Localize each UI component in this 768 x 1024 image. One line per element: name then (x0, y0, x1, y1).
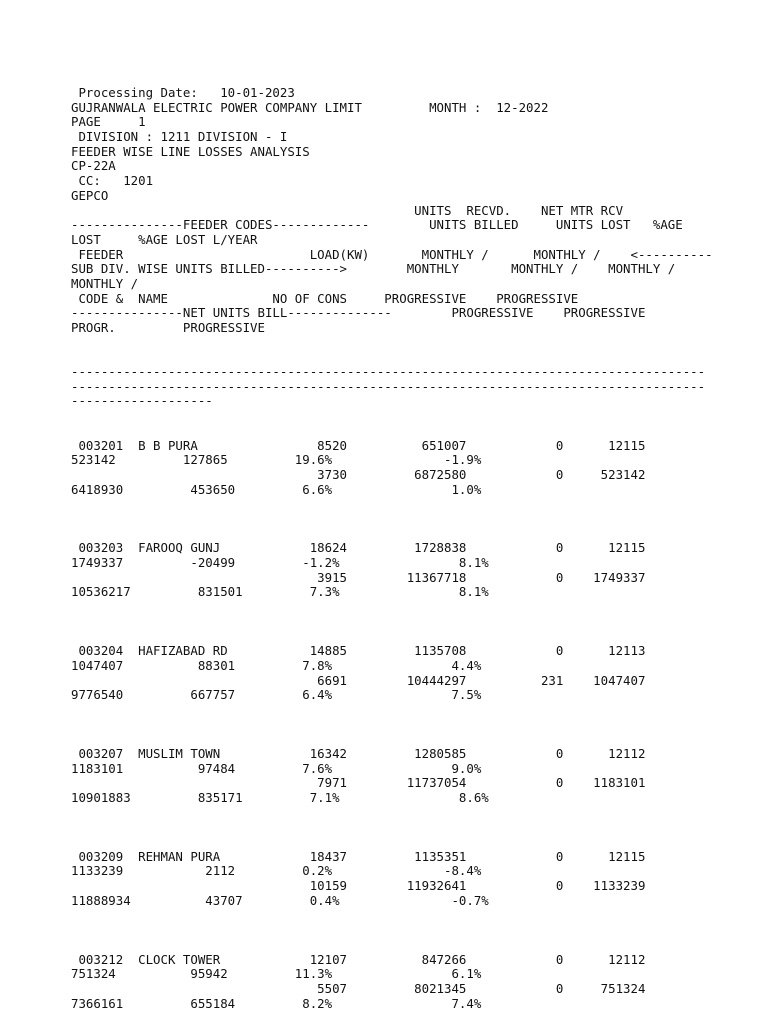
report-line: 3730 6872580 0 523142 (71, 466, 646, 482)
report-line (71, 409, 761, 424)
report-line: FEEDER LOAD(KW) MONTHLY / MONTHLY / <---------- (71, 246, 713, 262)
report-line: 003212 CLOCK TOWER 12107 847266 0 12112 (71, 951, 646, 967)
report-line: ------------------------------------------------------------------------------------- (71, 378, 706, 394)
report-line (71, 938, 761, 953)
report-line (71, 527, 761, 542)
report-line: 751324 95942 11.3% 6.1% (71, 966, 482, 982)
report-line: ------------------- (71, 393, 213, 409)
report-line (71, 497, 761, 512)
report-line: 7971 11737054 0 1183101 (71, 775, 646, 791)
report-line: UNITS RECVD. NET MTR RCV (71, 202, 624, 218)
report-line: 1133239 2112 0.2% -8.4% (71, 863, 482, 879)
report-line: 1749337 -20499 -1.2% 8.1% (71, 555, 489, 570)
report-line: CODE & NAME NO OF CONS PROGRESSIVE PROGRESSIVE (71, 290, 579, 306)
report-line (71, 806, 761, 821)
report-line: Processing Date: 10-01-2023 (71, 85, 295, 100)
report-line (71, 718, 761, 733)
report-line: 003209 REHMAN PURA 18437 1135351 0 12115 (71, 848, 646, 864)
report-line: 003201 B B PURA 8520 651007 0 12115 (71, 437, 646, 453)
report-line: ------------------------------------------------------------------------------------- (71, 364, 706, 380)
report-line: SUB DIV. WISE UNITS BILLED----------> MONTHLY MONTHLY / MONTHLY / (71, 261, 676, 277)
report-line (71, 703, 761, 718)
report-line (71, 629, 761, 644)
report-line (71, 835, 761, 850)
report-line (71, 820, 761, 835)
report-line: 11888934 43707 0.4% -0.7% (71, 892, 489, 908)
report-line: 523142 127865 19.6% -1.9% (71, 452, 482, 468)
report-line: 3915 11367718 0 1749337 (71, 569, 646, 585)
report-line: 5507 8021345 0 751324 (71, 980, 646, 996)
report-line: FEEDER WISE LINE LOSSES ANALYSIS (71, 143, 310, 159)
report-line: ---------------FEEDER CODES------------- UNITS BILLED UNITS LOST %AGE (71, 217, 683, 233)
report-line: 1183101 97484 7.6% 9.0% (71, 760, 482, 776)
report-line: PAGE 1 (71, 114, 146, 130)
report-line (71, 336, 761, 351)
report-line (71, 424, 761, 439)
report-line (71, 600, 761, 615)
report-page (71, 86, 761, 1011)
report-line: GUJRANWALA ELECTRIC POWER COMPANY LIMIT MONTH : 12-2022 (71, 99, 549, 115)
report-line (71, 350, 761, 365)
report-line: MONTHLY / (71, 275, 139, 291)
report-line (71, 512, 761, 527)
report-line (71, 923, 761, 938)
report-line (71, 732, 761, 747)
report-line: 003203 FAROOQ GUNJ 18624 1728838 0 12115 (71, 540, 646, 556)
report-line: 6691 10444297 231 1047407 (71, 672, 646, 688)
report-line: 003204 HAFIZABAD RD 14885 1135708 0 12113 (71, 643, 646, 659)
report-line: 1047407 88301 7.8% 4.4% (71, 657, 482, 673)
report-line: CP-22A (71, 158, 116, 174)
report-line (71, 909, 761, 924)
report-line: CC: 1201 (71, 173, 154, 189)
report-line: 6418930 453650 6.6% 1.0% (71, 481, 482, 497)
report-line: ---------------NET UNITS BILL-------------- PROGRESSIVE PROGRESSIVE (71, 305, 646, 321)
report-line: 003207 MUSLIM TOWN 16342 1280585 0 12112 (71, 745, 646, 761)
report-line: 10536217 831501 7.3% 8.1% (71, 584, 489, 600)
report-line: PROGR. PROGRESSIVE (71, 320, 265, 335)
report-line (71, 615, 761, 630)
report-line: 10159 11932641 0 1133239 (71, 878, 646, 894)
report-line: 7366161 655184 8.2% 7.4% (71, 995, 482, 1011)
report-line: GEPCO (71, 187, 109, 203)
report-line: LOST %AGE LOST L/YEAR (71, 231, 258, 247)
report-line: 9776540 667757 6.4% 7.5% (71, 687, 482, 703)
report-line: DIVISION : 1211 DIVISION - I (71, 129, 288, 145)
report-line: 10901883 835171 7.1% 8.6% (71, 790, 489, 805)
